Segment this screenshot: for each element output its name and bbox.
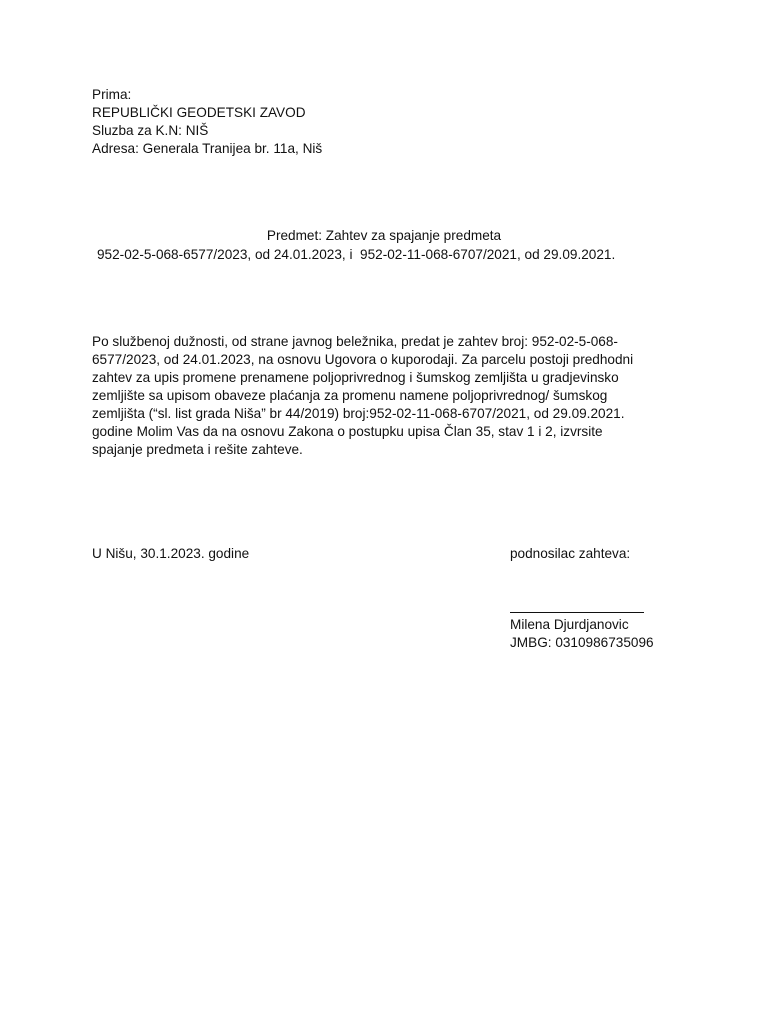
date-place: U Nišu, 30.1.2023. godine: [92, 546, 250, 561]
body-paragraph: [92, 333, 672, 459]
subject-references: 952-02-5-068-6577/2023, od 24.01.2023, i 952-02-11-068-6707/2021, od 29.09.2021.: [97, 247, 616, 262]
subject-title: Predmet: Zahtev za spajanje predmeta: [266, 228, 502, 243]
body-line: godine Molim Vas da na osnovu Zakona o postupku upisa Član 35, stav 1 i 2, izvrsite: [92, 424, 603, 439]
recipient-institution: REPUBLIČKI GEODETSKI ZAVOD: [92, 105, 306, 120]
recipient-service: Sluzba za K.N: NIŠ: [92, 123, 209, 138]
signature-block: [510, 616, 654, 652]
body-line: spajanje predmeta i rešite zahteve.: [92, 442, 303, 457]
submitter-label: podnosilac zahteva:: [510, 546, 631, 561]
body-line: zemljišta (“sl. list grada Niša” br 44/2019) broj:952-02-11-068-6707/2021, od 29.09.2021.: [92, 406, 625, 421]
signature-name: Milena Djurdjanovic: [510, 617, 629, 632]
signature-line: [510, 612, 644, 613]
body-line: Po službenoj dužnosti, od strane javnog beležnika, predat je zahtev broj: 952-02-5-068-: [92, 334, 618, 349]
recipient-block: [92, 86, 322, 158]
body-line: 6577/2023, od 24.01.2023, na osnovu Ugovora o kuporodaji. Za parcelu postoji predhodni: [92, 352, 634, 367]
jmbg-number: JMBG: 0310986735096: [510, 635, 654, 650]
recipient-address: Adresa: Generala Tranijea br. 11a, Niš: [92, 141, 323, 156]
body-line: zahtev za upis promene prenamene poljoprivrednog i šumskog zemljišta u gradjevinsko: [92, 370, 619, 385]
recipient-prima: Prima:: [92, 87, 132, 102]
body-line: zemljište sa upisom obaveze plaćanja za promenu namene poljoprivrednog/ šumskog: [92, 388, 608, 403]
